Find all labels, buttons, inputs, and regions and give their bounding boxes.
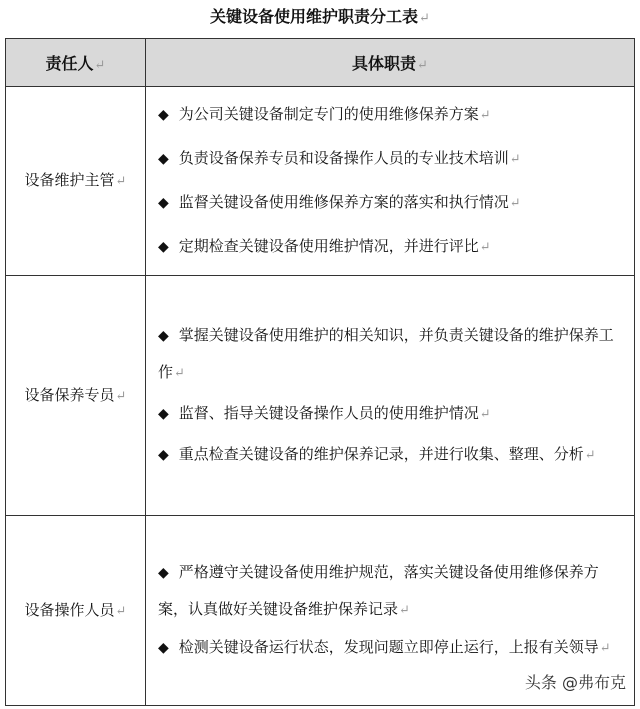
diamond-bullet-icon: ◆ bbox=[158, 107, 169, 123]
diamond-bullet-icon: ◆ bbox=[158, 640, 169, 656]
duty-item: ◆ 监督关键设备使用维修保养方案的落实和执行情况↵ bbox=[158, 193, 521, 211]
diamond-bullet-icon: ◆ bbox=[158, 447, 169, 463]
diamond-bullet-icon: ◆ bbox=[158, 328, 169, 344]
table-header-row bbox=[6, 39, 635, 87]
role-label: 设备操作人员 bbox=[24, 600, 115, 619]
watermark: 头条 @弗布克 bbox=[524, 673, 626, 692]
role-cell: 设备保养专员↵ bbox=[6, 276, 146, 516]
diamond-bullet-icon: ◆ bbox=[158, 195, 169, 211]
table-row bbox=[6, 276, 635, 516]
duty-item: ◆ 检测关键设备运行状态，发现问题立即停止运行，上报有关领导↵ bbox=[158, 638, 611, 656]
diamond-bullet-icon: ◆ bbox=[158, 151, 169, 167]
diamond-bullet-icon: ◆ bbox=[158, 406, 169, 422]
paragraph-mark: ↵ bbox=[419, 11, 430, 26]
duty-item: ◆ 定期检查关键设备使用维护情况，并进行评比↵ bbox=[158, 237, 491, 255]
diamond-bullet-icon: ◆ bbox=[158, 565, 169, 581]
duty-item: ◆ 严格遵守关键设备使用维护规范，落实关键设备使用维修保养方案，认真做好关键设备维护保养记录↵ bbox=[158, 563, 599, 618]
title-text: 关键设备使用维护职责分工表 bbox=[210, 7, 419, 26]
duty-item: ◆ 负责设备保养专员和设备操作人员的专业技术培训↵ bbox=[158, 149, 521, 167]
role-cell: 设备操作人员↵ bbox=[6, 516, 146, 706]
page-title bbox=[0, 6, 640, 30]
duties-cell bbox=[146, 276, 635, 516]
duty-item: ◆ 掌握关键设备使用维护的相关知识，并负责关键设备的维护保养工作↵ bbox=[158, 326, 614, 381]
header-specific-duties: 具体职责↵ bbox=[146, 39, 635, 87]
duty-item: ◆ 重点检查关键设备的维护保养记录，并进行收集、整理、分析↵ bbox=[158, 445, 596, 463]
diamond-bullet-icon: ◆ bbox=[158, 239, 169, 255]
duties-cell bbox=[146, 87, 635, 276]
header-responsible-person: 责任人↵ bbox=[6, 39, 146, 87]
duty-item: ◆ 监督、指导关键设备操作人员的使用维护情况↵ bbox=[158, 404, 491, 422]
table-row bbox=[6, 87, 635, 276]
duty-item: ◆ 为公司关键设备制定专门的使用维修保养方案↵ bbox=[158, 105, 491, 123]
role-cell: 设备维护主管↵ bbox=[6, 87, 146, 276]
role-label: 设备保养专员 bbox=[24, 385, 115, 404]
duty-table bbox=[5, 38, 635, 706]
role-label: 设备维护主管 bbox=[24, 171, 115, 189]
